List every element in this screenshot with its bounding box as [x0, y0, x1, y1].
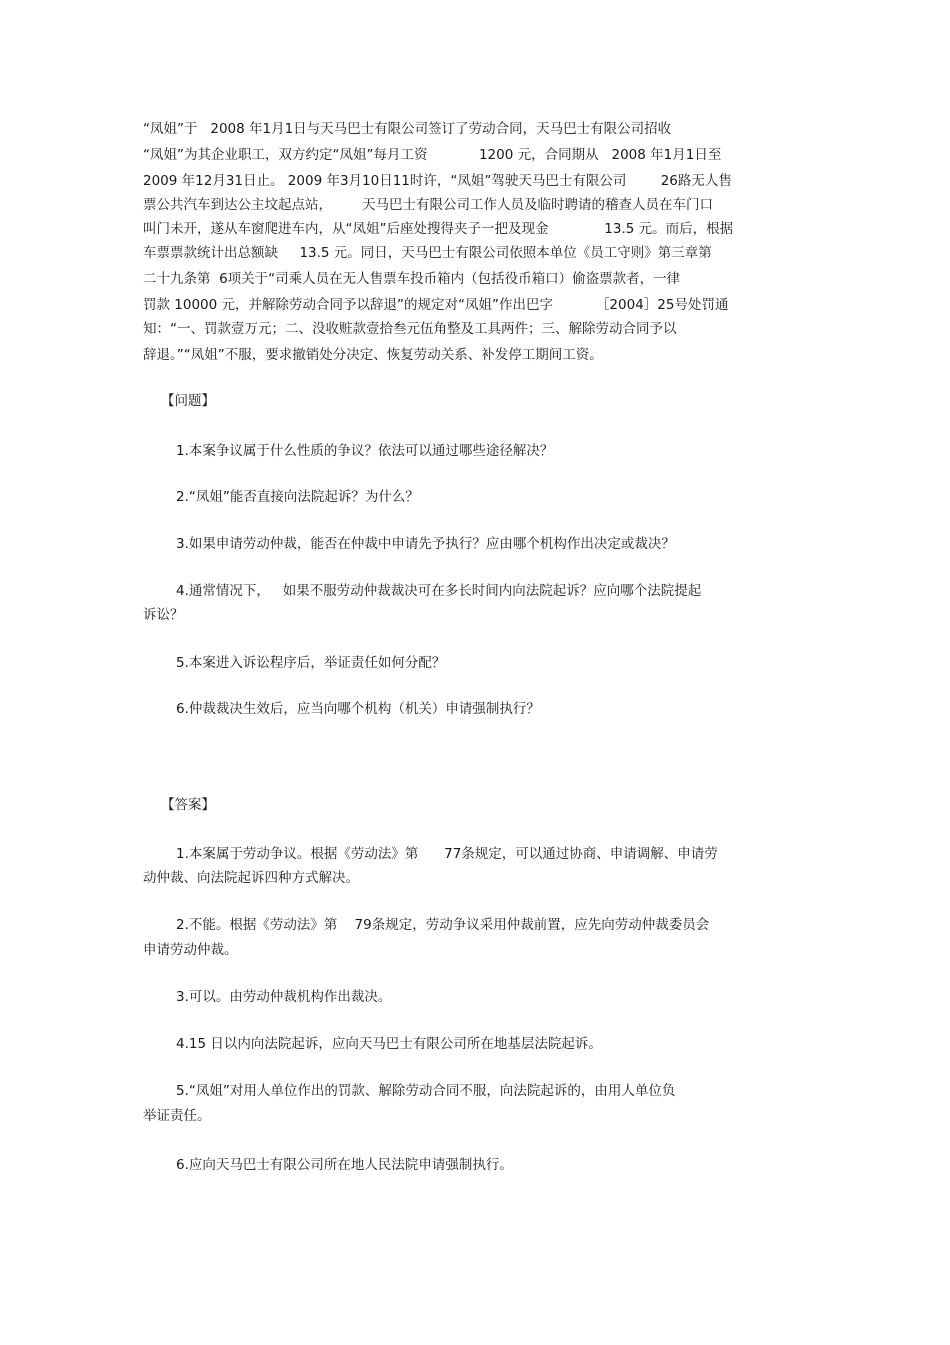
case-line: 罚款 10000 元，并解除劳动合同予以辞退”的规定对“凤姐”作出巴字 ［2004］25号处罚通 [143, 297, 729, 313]
question-5: 5.本案进入诉讼程序后，举证责任如何分配？ [176, 655, 446, 671]
case-line: 叫门未开，遂从车窗爬进车内，从“凤姐”后座处搜得夹子一把及现金 13.5 元。而后，根据 [143, 221, 734, 237]
answers-heading: 【答案】 [161, 797, 215, 813]
answer-2: 2.不能。根据《劳动法》第 79条规定，劳动争议采用仲裁前置，应先向劳动仲裁委员会 [176, 917, 710, 933]
case-line: “凤姐”为其企业职工，双方约定“凤姐”每月工资 1200 元，合同期从 2008 年1月1日至 [143, 147, 722, 163]
case-line: 2009 年12月31日止。 2009 年3月10日11时许，“凤姐”驾驶天马巴士有限公司 26路无人售 [143, 173, 732, 189]
answer-3: 3.可以。由劳动仲裁机构作出裁决。 [176, 989, 392, 1005]
question-4: 4.通常情况下， 如果不服劳动仲裁裁决可在多长时间内向法院起诉？应向哪个法院提起 [176, 583, 702, 599]
case-line: 二十九条第 6项关于“司乘人员在无人售票车投币箱内（包括役币箱口）偷盗票款者，一律 [143, 271, 681, 287]
case-line: 知：“一、罚款壹万元；二、没收赃款壹拾叁元伍角整及工具两件；三、解除劳动合同予以 [143, 321, 677, 337]
answer-5: 5.“凤姐”对用人单位作出的罚款、解除劳动合同不服，向法院起诉的，由用人单位负 [176, 1083, 676, 1099]
question-2: 2.“凤姐”能否直接向法院起诉？为什么？ [176, 489, 419, 505]
answer-5-continued: 举证责任。 [143, 1108, 211, 1124]
question-4-continued: 诉讼？ [143, 607, 184, 623]
answer-4: 4.15 日以内向法院起诉，应向天马巴士有限公司所在地基层法院起诉。 [176, 1036, 602, 1052]
answer-1: 1.本案属于劳动争议。根据《劳动法》第 77条规定，可以通过协商、申请调解、申请劳 [176, 846, 718, 862]
answer-1-continued: 动仲裁、向法院起诉四种方式解决。 [143, 870, 359, 886]
case-line: 票公共汽车到达公主坟起点站， 天马巴士有限公司工作人员及临时聘请的稽查人员在车门口 [143, 197, 714, 213]
answer-6: 6.应向天马巴士有限公司所在地人民法院申请强制执行。 [176, 1157, 513, 1173]
case-line: 车票票款统计出总额缺 13.5 元。同日，天马巴士有限公司依照本单位《员工守则》第三章第 [143, 245, 712, 261]
questions-heading: 【问题】 [161, 393, 215, 409]
question-1: 1.本案争议属于什么性质的争议？依法可以通过哪些途径解决？ [176, 443, 554, 459]
case-line: 辞退。”“凤姐”不服，要求撤销处分决定、恢复劳动关系、补发停工期间工资。 [143, 347, 603, 363]
case-line: “凤姐”于 2008 年1月1日与天马巴士有限公司签订了劳动合同，天马巴士有限公司招收 [143, 121, 672, 137]
question-3: 3.如果申请劳动仲裁，能否在仲裁中申请先予执行？应由哪个机构作出决定或裁决？ [176, 536, 675, 552]
answer-2-continued: 申请劳动仲裁。 [143, 942, 238, 958]
question-6: 6.仲裁裁决生效后，应当向哪个机构（机关）申请强制执行？ [176, 701, 540, 717]
